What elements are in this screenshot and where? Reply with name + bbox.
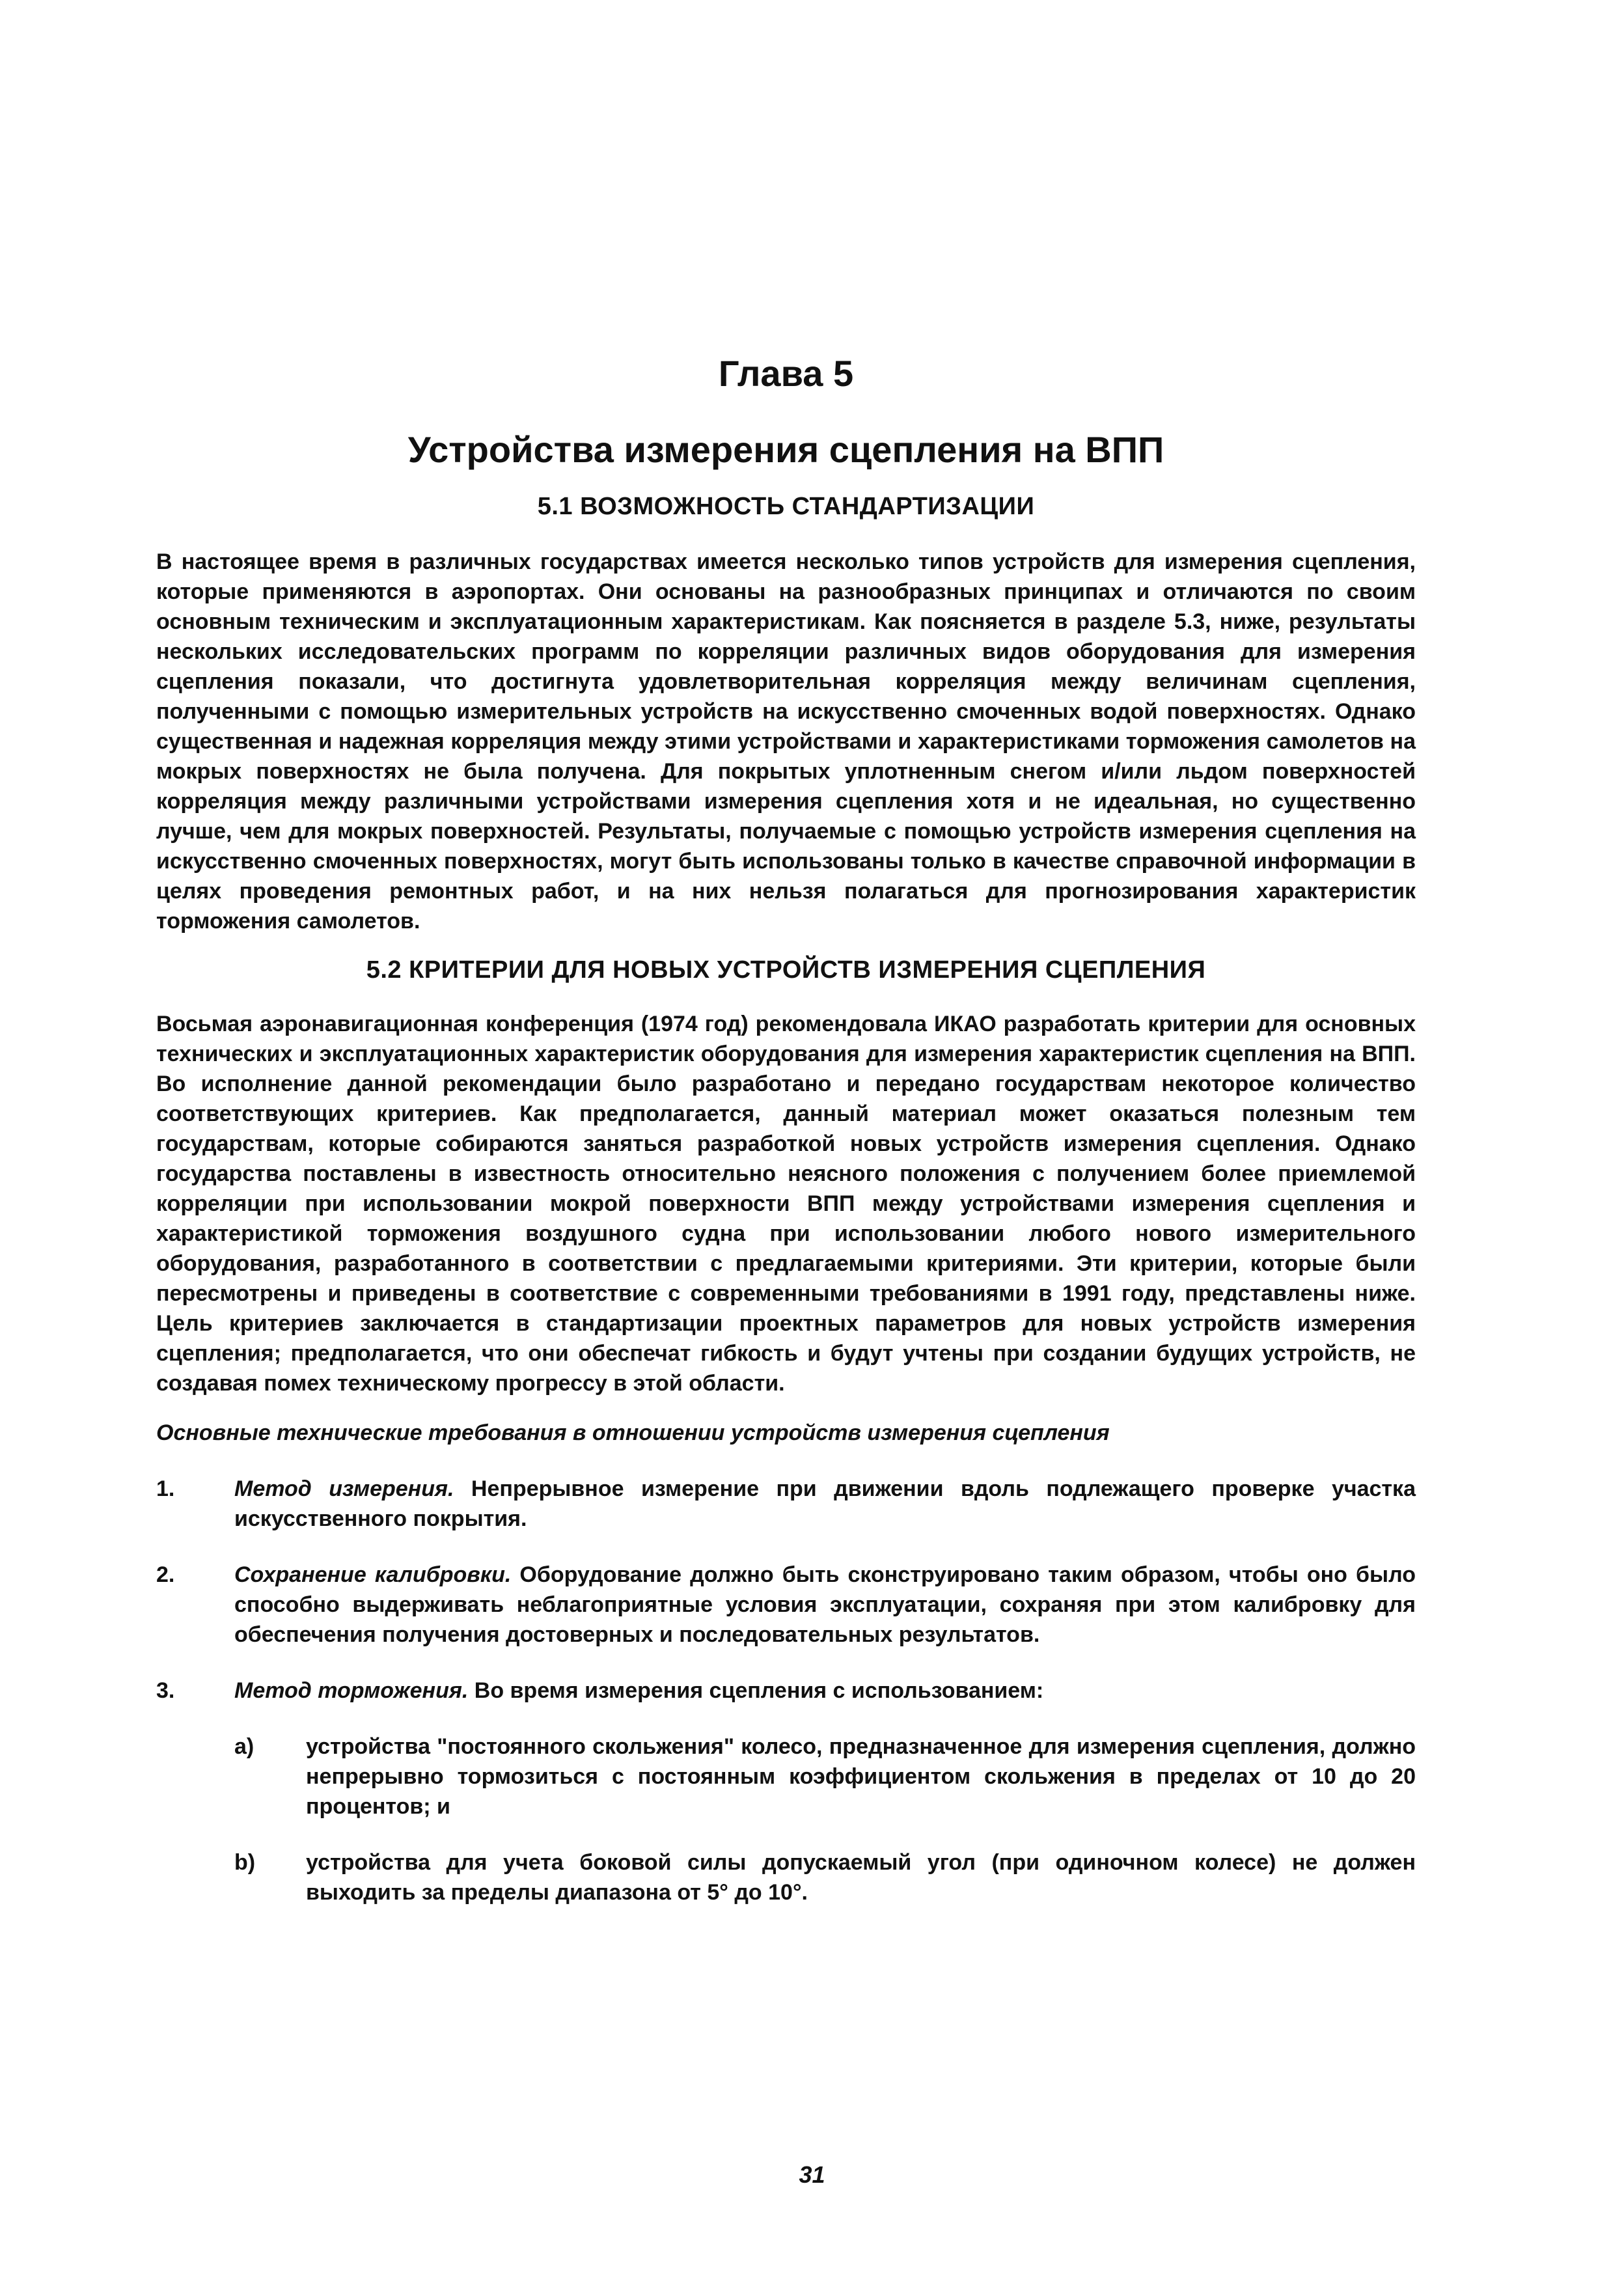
list-item-body <box>234 1560 1416 1650</box>
sub-list-item <box>234 1847 1416 1907</box>
list-item-body <box>234 1474 1416 1534</box>
sub-list-text: устройства для учета боковой силы допускаемый угол (при одиночном колесе) не должен выходить за пределы диапазона от 5° до 10°. <box>306 1849 1416 1905</box>
list-item-body <box>234 1676 1416 1706</box>
requirements-subheading: Основные технические требования в отношении устройств измерения сцепления <box>156 1420 1110 1445</box>
list-item-text: Во время измерения сцепления с использованием: <box>468 1678 1044 1703</box>
list-item-term: Метод торможения. <box>234 1678 469 1703</box>
list-item-number: 2. <box>156 1562 175 1587</box>
list-item-number: 3. <box>156 1678 175 1703</box>
chapter-label: Глава 5 <box>718 353 854 394</box>
sub-list-letter: a) <box>234 1734 255 1759</box>
requirements-list <box>156 1474 1416 1907</box>
braking-method-sublist <box>234 1732 1416 1907</box>
list-item-number: 1. <box>156 1476 175 1501</box>
section-5-1-heading: 5.1 ВОЗМОЖНОСТЬ СТАНДАРТИЗАЦИИ <box>537 493 1035 521</box>
list-item <box>156 1560 1416 1650</box>
list-item-text: Оборудование должно быть сконструировано таким образом, чтобы оно было способно выдерживать неблагоприятные условия эксплуатации, сохраняя при этом калибровку для обеспечения получения достоверных и последовательных результатов. <box>234 1562 1416 1647</box>
sub-list-text: устройства "постоянного скольжения" колесо, предназначенное для измерения сцепления, должно непрерывно тормозиться с постоянным коэффициентом скольжения в пределах от 10 до 20 процентов; и <box>306 1734 1416 1819</box>
list-item <box>156 1474 1416 1534</box>
list-item <box>156 1676 1416 1706</box>
section-5-2-heading: 5.2 КРИТЕРИИ ДЛЯ НОВЫХ УСТРОЙСТВ ИЗМЕРЕНИЯ СЦЕПЛЕНИЯ <box>366 956 1206 984</box>
sub-list-item <box>234 1732 1416 1821</box>
list-item-term: Метод измерения. <box>234 1476 454 1501</box>
list-item-text: Непрерывное измерение при движении вдоль подлежащего проверке участка искусственного покрытия. <box>234 1476 1416 1531</box>
section-5-1-paragraph: В настоящее время в различных государствах имеется несколько типов устройств для измерения сцепления, которые применяются в аэропортах. Они основаны на разнообразных принципах и отличаются по своим основным техническим и эксплуатационным характеристикам. Как поясняется в разделе 5.3, ниже, результаты нескольких исследовательских программ по корреляции различных видов оборудования для измерения сцепления показали, что достигнута удовлетворительная корреляция между величинам сцепления, полученными с помощью измерительных устройств на искусственно смоченных водой поверхностях. Однако существенная и надежная корреляция между этими устройствами и характеристиками торможения самолетов на мокрых поверхностях не была получена. Для покрытых уплотненным снегом и/или льдом поверхностей корреляция между различными устройствами измерения сцепления хотя и не идеальная, но существенно лучше, чем для мокрых поверхностей. Результаты, получаемые с помощью устройств измерения сцепления на искусственно смоченных поверхностях, могут быть использованы только в качестве справочной информации в целях проведения ремонтных работ, и на них нельзя полагаться для прогнозирования характеристик торможения самолетов. <box>156 549 1416 934</box>
section-5-2-paragraph: Восьмая аэронавигационная конференция (1974 год) рекомендовала ИКАО разработать критерии для основных технических и эксплуатационных характеристик оборудования для измерения характеристик сцепления на ВПП. Во исполнение данной рекомендации было разработано и передано государствам некоторое количество соответствующих критериев. Как предполагается, данный материал может оказаться полезным тем государствам, которые собираются заняться разработкой новых устройств измерения сцепления. Однако государства поставлены в известность относительно неясного положения с получением более приемлемой корреляции при использовании мокрой поверхности ВПП между устройствами измерения сцепления и характеристикой торможения воздушного судна при использовании любого нового измерительного оборудования, разработанного в соответствии с предлагаемыми критериями. Эти критерии, которые были пересмотрены и приведены в соответствие с современными требованиями в 1991 году, представлены ниже. Цель критериев заключается в стандартизации проектных параметров для новых устройств измерения сцепления; предполагается, что они обеспечат гибкость и будут учтены при создании будущих устройств, не создавая помех техническому прогрессу в этой области. <box>156 1011 1416 1396</box>
list-item-term: Сохранение калибровки. <box>234 1562 512 1587</box>
chapter-title: Устройства измерения сцепления на ВПП <box>407 429 1164 471</box>
sub-list-letter: b) <box>234 1849 256 1875</box>
document-page <box>156 352 1416 1933</box>
page-number: 31 <box>799 2161 825 2188</box>
